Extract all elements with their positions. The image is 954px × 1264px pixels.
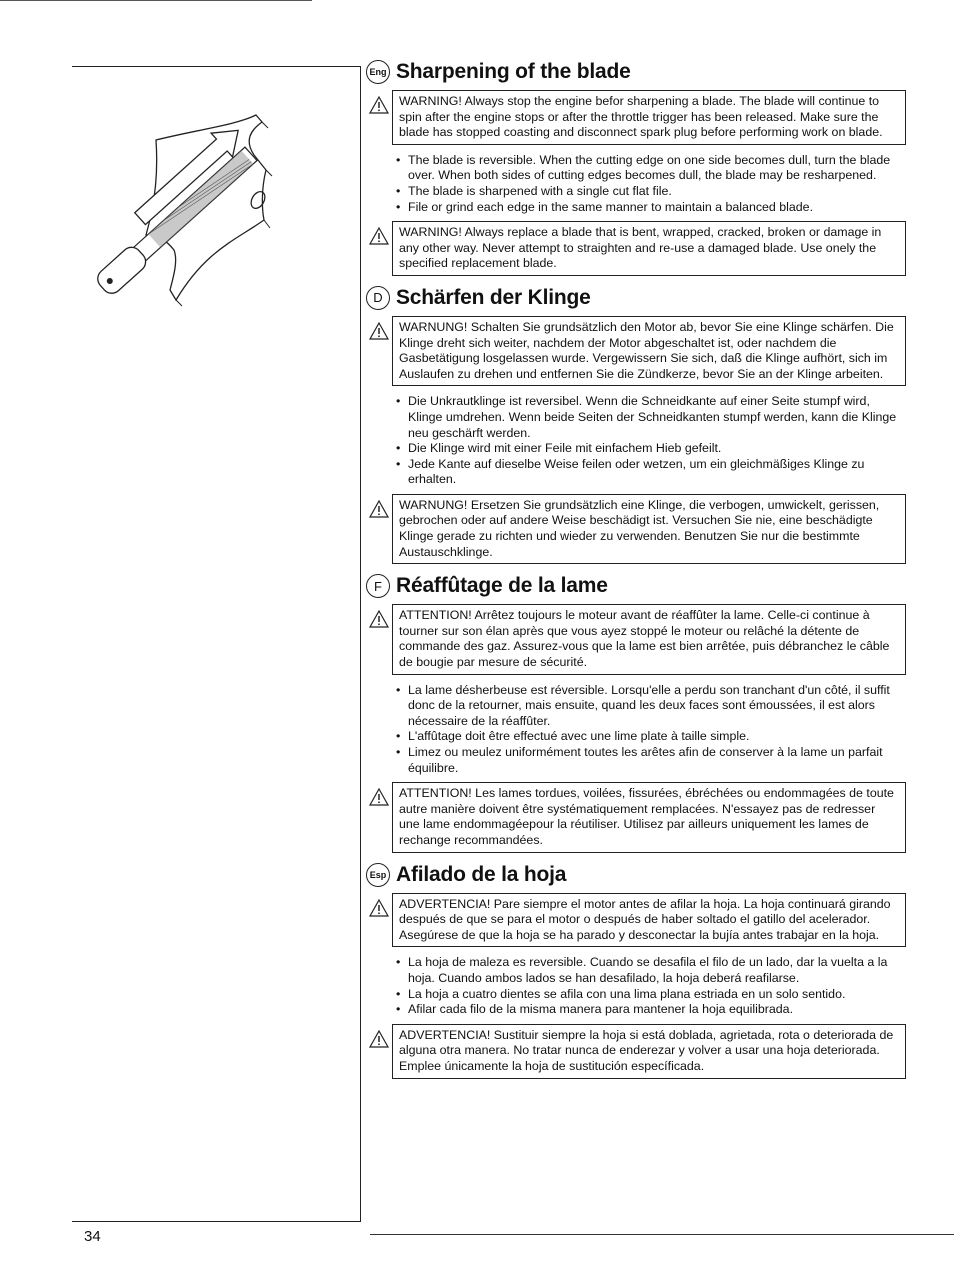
- file-and-blade-illustration: [86, 100, 356, 310]
- list-item: • La hoja a cuatro dientes se afila con una lima plana estriada en un solo sentido.: [396, 987, 906, 1003]
- list-item: • Die Klinge wird mit einer Feile mit einfachem Hieb gefeilt.: [396, 441, 906, 457]
- warning-triangle-icon: [366, 227, 392, 245]
- warning-block: [366, 316, 906, 386]
- top-rule: [0, 0, 312, 1]
- section-heading: [366, 574, 906, 598]
- list-item: • Afilar cada filo de la misma manera para mantener la hoja equilibrada.: [396, 1002, 906, 1018]
- section-title: Sharpening of the blade: [396, 60, 631, 83]
- warning-triangle-icon: [366, 610, 392, 628]
- list-item: • Limez ou meulez uniformément toutes les arêtes afin de conserver à la lame un parfait équilibre.: [396, 745, 906, 776]
- warning-block: [366, 782, 906, 852]
- warning-triangle-icon: [366, 500, 392, 518]
- warning-block: [366, 90, 906, 145]
- warning-triangle-icon: [366, 899, 392, 917]
- warning-text: ADVERTENCIA! Pare siempre el motor antes de afilar la hoja. La hoja continuará girando después de que se para el motor o después de haber soltado el gatillo del acelerador. Asegúrese de que la hoja se ha parado y desconectar la bujía antes trabajar en la hoja.: [392, 893, 906, 948]
- list-item: • Die Unkrautklinge ist reversibel. Wenn die Schneidkante auf einer Seite stumpf wird, Klinge umdrehen. Wenn beide Seiten der Schneidkanten stumpf werden, kann die Klinge neu geschärft werden.: [396, 394, 906, 441]
- bullet-list: [396, 683, 906, 777]
- section-heading: [366, 286, 906, 310]
- warning-triangle-icon: [366, 322, 392, 340]
- language-badge-icon: Eng: [366, 60, 390, 84]
- section-spanish: [366, 863, 906, 1079]
- language-badge-icon: Esp: [366, 863, 390, 887]
- section-title: Réaffûtage de la lame: [396, 574, 608, 598]
- warning-triangle-icon: [366, 96, 392, 114]
- warning-block: [366, 1024, 906, 1079]
- warning-triangle-icon: [366, 788, 392, 806]
- language-badge-icon: D: [366, 286, 390, 310]
- bottom-rule: [370, 1234, 954, 1235]
- bullet-list: [396, 153, 906, 215]
- list-item: • File or grind each edge in the same manner to maintain a balanced blade.: [396, 200, 906, 216]
- section-heading: [366, 60, 906, 84]
- section-title: Schärfen der Klinge: [396, 285, 591, 309]
- section-german: [366, 286, 906, 564]
- list-item: • Jede Kante auf dieselbe Weise feilen oder wetzen, um ein gleichmäßiges Klinge zu erhalten.: [396, 457, 906, 488]
- warning-text: WARNING! Always replace a blade that is bent, wrapped, cracked, broken or damage in any other way. Never attempt to straighten and re-use a damaged blade. Use onely the specified replacement blade.: [392, 221, 906, 276]
- list-item: • La hoja de maleza es reversible. Cuando se desafila el filo de un lado, dar la vuelta a la hoja. Cuando ambos lados se han desafilado, la hoja deberá reafilarse.: [396, 955, 906, 986]
- bullet-list: [396, 955, 906, 1017]
- warning-block: [366, 494, 906, 564]
- warning-triangle-icon: [366, 1030, 392, 1048]
- section-french: [366, 574, 906, 852]
- section-heading: [366, 863, 906, 887]
- warning-text: ATTENTION! Arrêtez toujours le moteur avant de réaffûter la lame. Celle-ci continue à tourner sur son élan après que vous ayez stoppé le moteur ou relâché la détente de commande des gaz. Assurez-vous que la lame est bien arrêtée, puis débranchez le câble de bougie par mesure de sécurité.: [392, 604, 906, 674]
- list-item: • La lame désherbeuse est réversible. Lorsqu'elle a perdu son tranchant d'un côté, il suffit donc de la retourner, mais ensuite, quand les deux faces sont émoussées, il est alors nécessaire de la réaffûter.: [396, 683, 906, 730]
- warning-block: [366, 893, 906, 948]
- instructions-column: [366, 60, 906, 1087]
- list-item: • The blade is sharpened with a single cut flat file.: [396, 184, 906, 200]
- list-item: • L'affûtage doit être effectué avec une lime plate à taille simple.: [396, 729, 906, 745]
- warning-block: [366, 221, 906, 276]
- page-number: 34: [84, 1228, 101, 1245]
- warning-text: WARNING! Always stop the engine befor sharpening a blade. The blade will continue to spin after the engine stops or after the throttle trigger has been released. Make sure the blade has stopped coasting and disconnect spark plug before performing work on blade.: [392, 90, 906, 145]
- warning-block: [366, 604, 906, 674]
- warning-text: ADVERTENCIA! Sustituir siempre la hoja si está doblada, agrietada, rota o deteriorada de alguna otra manera. No tratar nunca de enderezar y volver a usar una hoja deteriorada. Emplee únicamente la hoja de sustitución específicada.: [392, 1024, 906, 1079]
- warning-text: WARNUNG! Schalten Sie grundsätzlich den Motor ab, bevor Sie eine Klinge schärfen. Die Klinge dreht sich weiter, nachdem der Motor abgeschaltet ist, oder nachdem die Gasbetätigung losgelassen wurde. Vergewissern Sie sich, daß die Klinge aufhört, sich im Auslaufen zu drehen und entfernen Sie die Zündkerze, bevor Sie an der Klinge arbeiten.: [392, 316, 906, 386]
- warning-text: WARNUNG! Ersetzen Sie grundsätzlich eine Klinge, die verbogen, umwickelt, gerissen, gebrochen oder auf andere Weise beschädigt ist. Versuchen Sie nie, eine beschädigte Klinge gerade zu richten und wieder zu verwenden. Benutzen Sie nur die bestimmte Austauschklinge.: [392, 494, 906, 564]
- section-title: Afilado de la hoja: [396, 862, 567, 886]
- section-english: [366, 60, 906, 276]
- list-item: • The blade is reversible. When the cutting edge on one side becomes dull, turn the blade over. When both sides of cutting edges becomes dull, the blade may be resharpened.: [396, 153, 906, 184]
- warning-text: ATTENTION! Les lames tordues, voilées, fissurées, ébréchées ou endommagées de toute autre manière doivent être systématiquement remplacées. N'essayez pas de redresser une lame endommagéepour la réutiliser. Utilisez par ailleurs uniquement les lames de rechange recommandées.: [392, 782, 906, 852]
- language-badge-icon: F: [366, 574, 390, 598]
- bullet-list: [396, 394, 906, 488]
